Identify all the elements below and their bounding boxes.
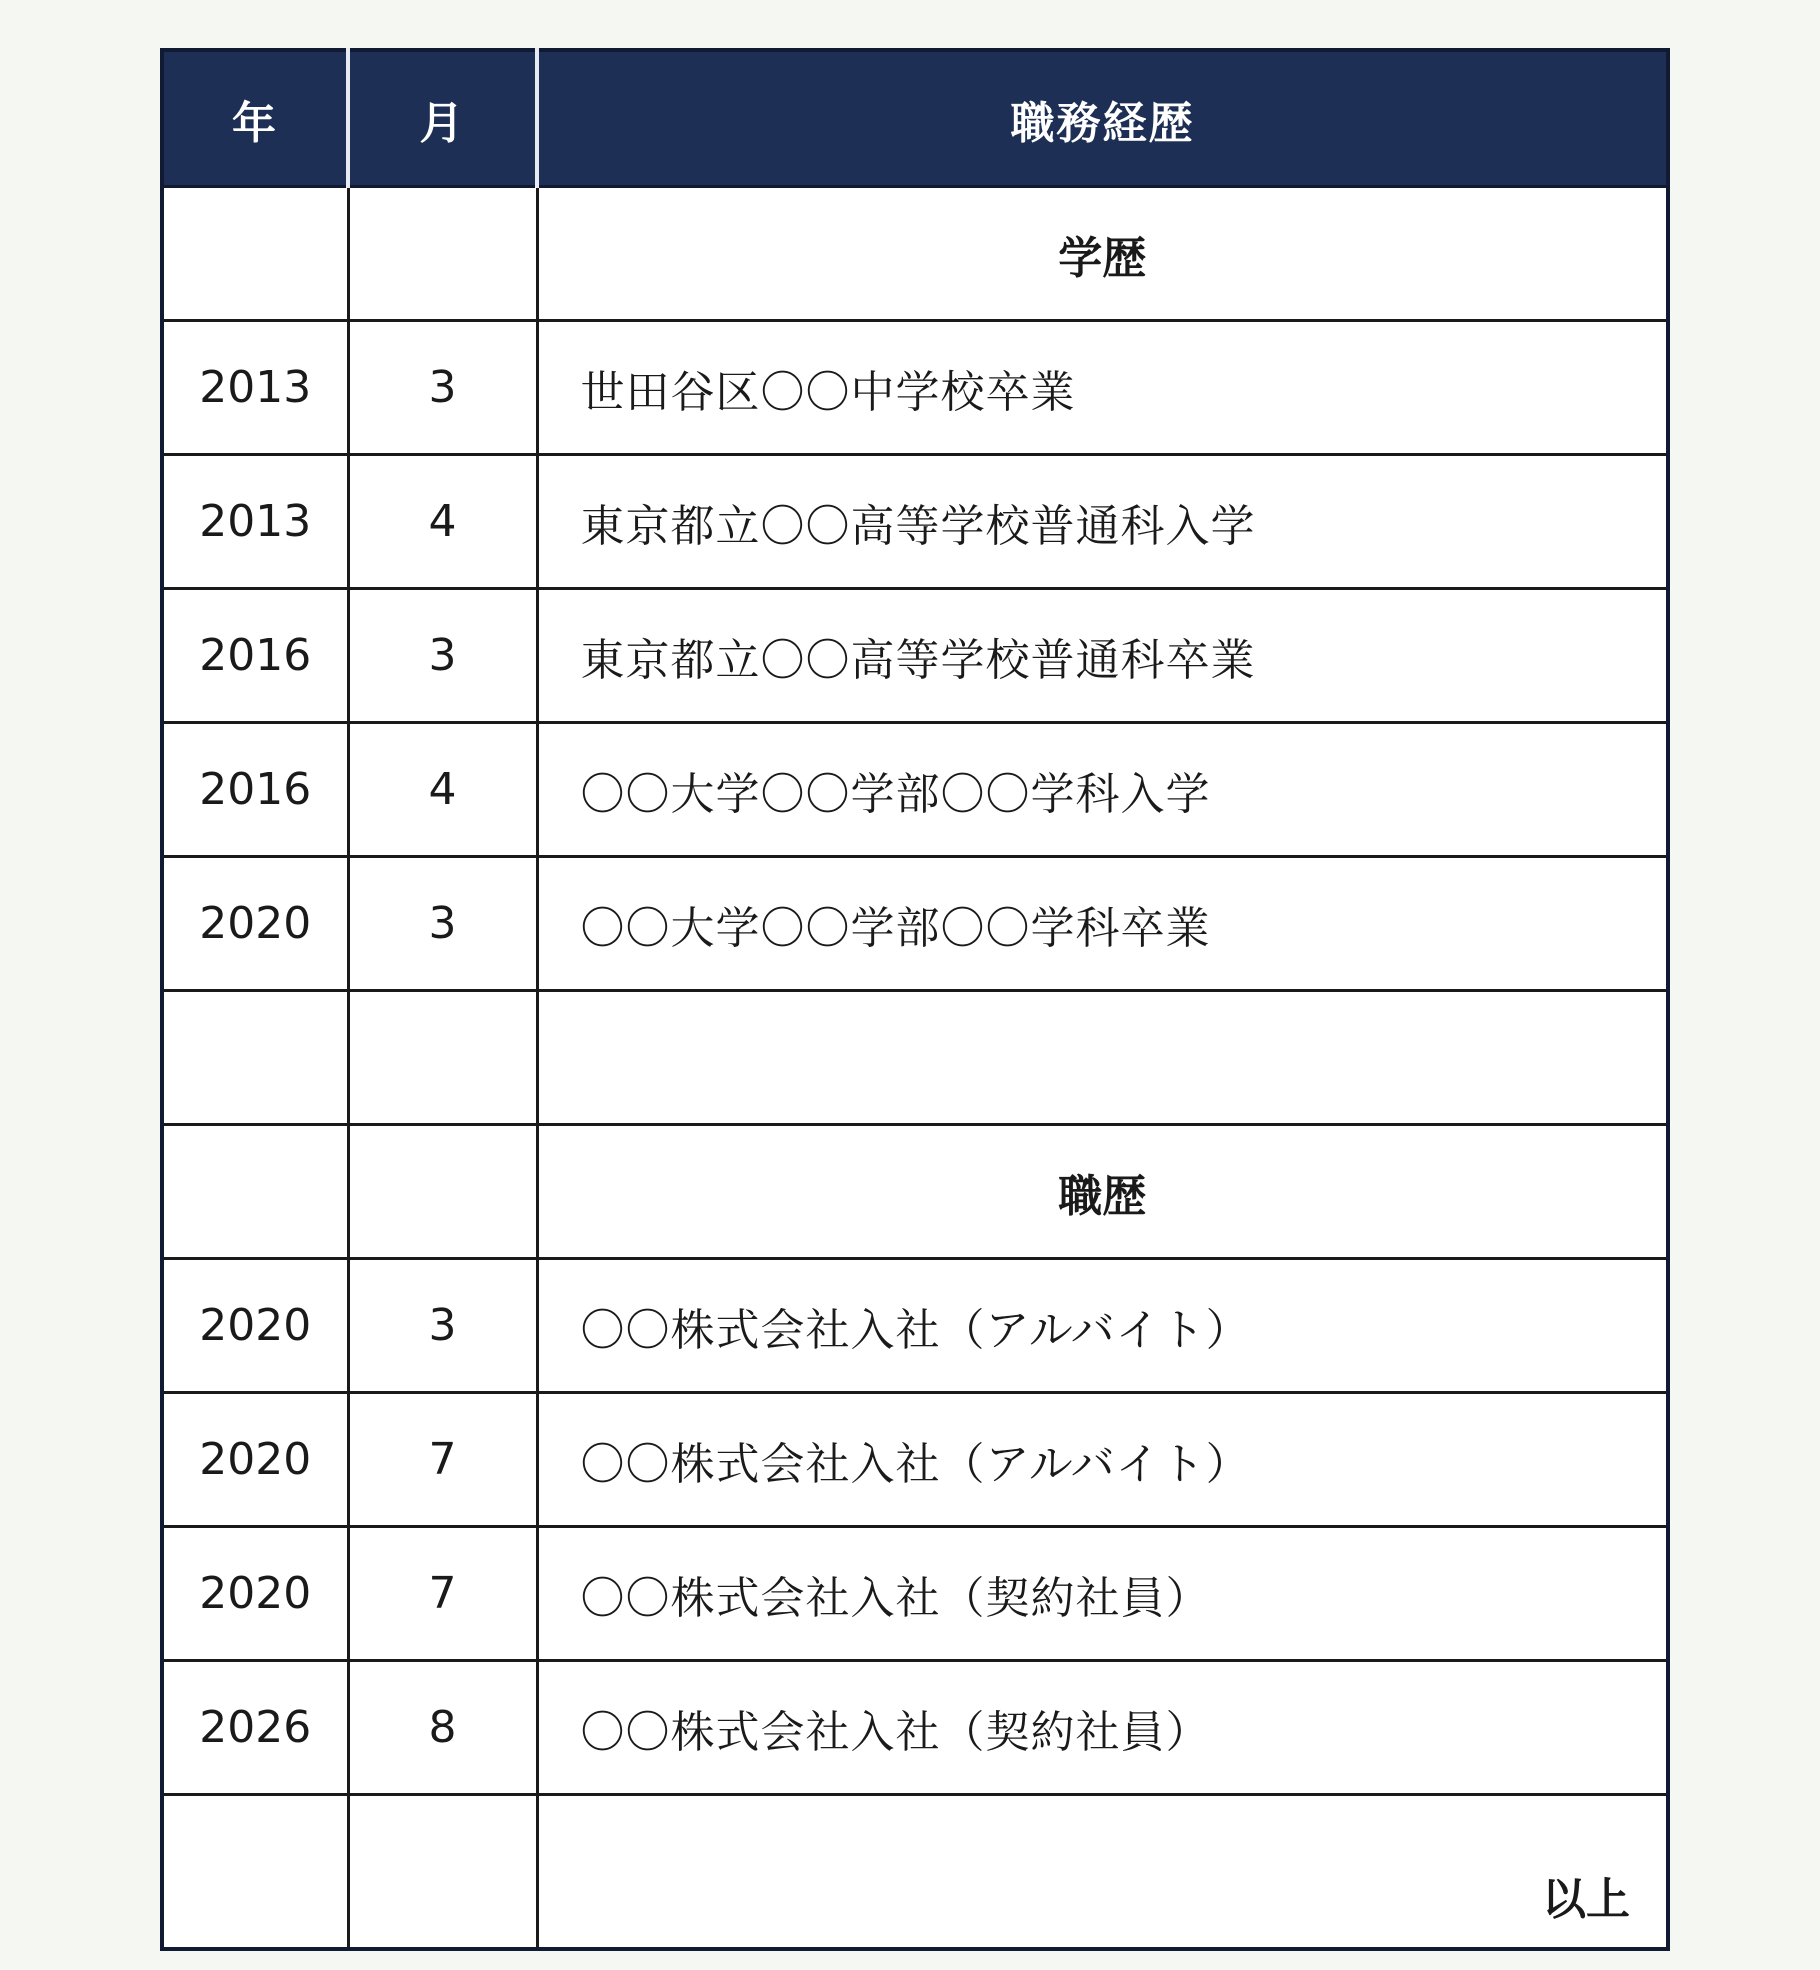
year-cell	[162, 1125, 348, 1259]
year-cell	[162, 991, 348, 1125]
month-cell: 3	[348, 321, 537, 455]
month-cell: 3	[348, 1259, 537, 1393]
detail-cell: 〇〇大学〇〇学部〇〇学科入学	[537, 723, 1668, 857]
table-row	[162, 321, 1668, 455]
header-row	[162, 50, 1668, 187]
empty-row	[162, 991, 1668, 1125]
detail-cell: 〇〇株式会社入社（契約社員）	[537, 1661, 1668, 1795]
year-cell: 2016	[162, 723, 348, 857]
education-heading: 学歴	[537, 187, 1668, 321]
detail-cell: 〇〇株式会社入社（アルバイト）	[537, 1259, 1668, 1393]
table-row	[162, 1393, 1668, 1527]
closing-text: 以上	[537, 1795, 1668, 1950]
table-row	[162, 455, 1668, 589]
resume-history-table	[160, 48, 1670, 1951]
year-cell: 2020	[162, 1259, 348, 1393]
work-heading: 職歴	[537, 1125, 1668, 1259]
year-cell: 2020	[162, 1527, 348, 1661]
header-detail: 職務経歴	[537, 50, 1668, 187]
table-row	[162, 1661, 1668, 1795]
month-cell: 4	[348, 455, 537, 589]
detail-cell: 東京都立〇〇高等学校普通科卒業	[537, 589, 1668, 723]
header-month: 月	[348, 50, 537, 187]
detail-cell: 東京都立〇〇高等学校普通科入学	[537, 455, 1668, 589]
table-row	[162, 1259, 1668, 1393]
detail-cell	[537, 991, 1668, 1125]
detail-cell: 〇〇株式会社入社（契約社員）	[537, 1527, 1668, 1661]
detail-cell: 〇〇大学〇〇学部〇〇学科卒業	[537, 857, 1668, 991]
work-heading-row	[162, 1125, 1668, 1259]
month-cell: 8	[348, 1661, 537, 1795]
month-cell: 7	[348, 1393, 537, 1527]
year-cell: 2013	[162, 455, 348, 589]
table-row	[162, 589, 1668, 723]
month-cell	[348, 991, 537, 1125]
year-cell	[162, 1795, 348, 1950]
year-cell: 2016	[162, 589, 348, 723]
year-cell: 2026	[162, 1661, 348, 1795]
year-cell: 2013	[162, 321, 348, 455]
table-row	[162, 1527, 1668, 1661]
year-cell: 2020	[162, 857, 348, 991]
month-cell: 4	[348, 723, 537, 857]
detail-cell: 〇〇株式会社入社（アルバイト）	[537, 1393, 1668, 1527]
table-row	[162, 857, 1668, 991]
header-year: 年	[162, 50, 348, 187]
month-cell	[348, 1795, 537, 1950]
year-cell	[162, 187, 348, 321]
education-heading-row	[162, 187, 1668, 321]
month-cell	[348, 1125, 537, 1259]
closing-row	[162, 1795, 1668, 1950]
table-row	[162, 723, 1668, 857]
month-cell: 7	[348, 1527, 537, 1661]
year-cell: 2020	[162, 1393, 348, 1527]
detail-cell: 世田谷区〇〇中学校卒業	[537, 321, 1668, 455]
month-cell: 3	[348, 857, 537, 991]
month-cell: 3	[348, 589, 537, 723]
month-cell	[348, 187, 537, 321]
